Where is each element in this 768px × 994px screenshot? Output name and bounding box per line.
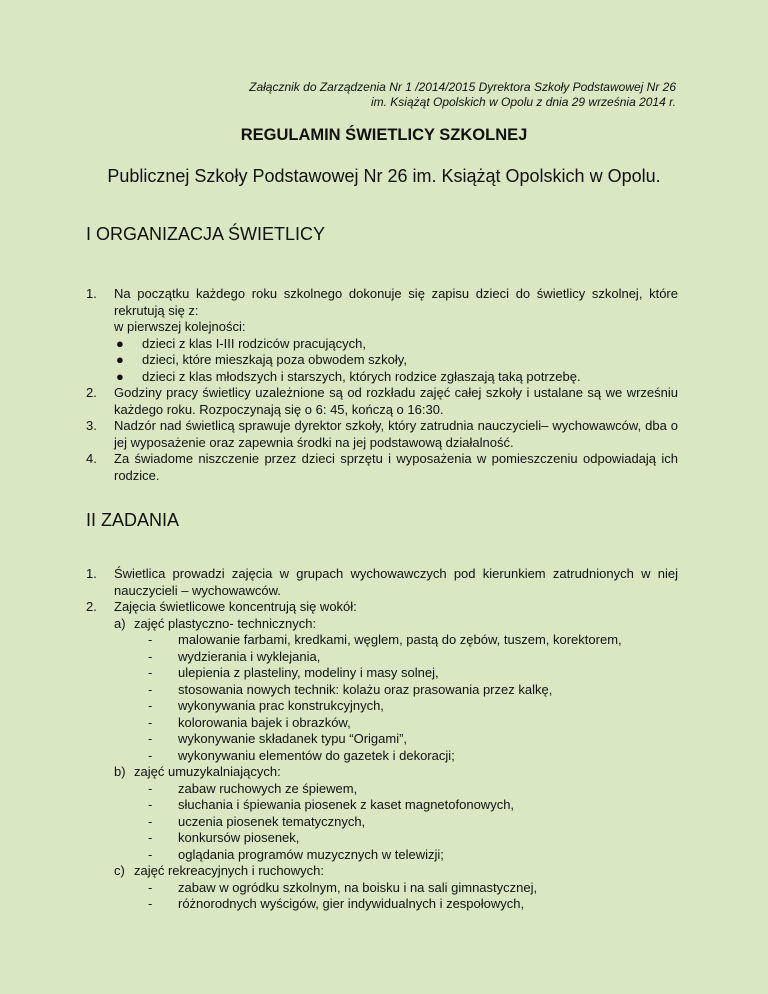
dash-text: oglądania programów muzycznych w telewizji; xyxy=(178,846,444,862)
dash-item xyxy=(86,830,678,847)
dash-text: wydzierania i wyklejania, xyxy=(178,648,321,664)
dash-item xyxy=(86,665,678,682)
subitem-letter: a) xyxy=(114,615,126,631)
item-text: Na początku każdego roku szkolnego dokonuje się zapisu dzieci do świetlicy szkolnej, które rekrutują się z: xyxy=(114,286,678,318)
bullet-text: dzieci z klas I-III rodziców pracujących, xyxy=(142,335,366,351)
document-subtitle: Publicznej Szkoły Podstawowej Nr 26 im. Książąt Opolskich w Opolu. xyxy=(107,166,661,186)
bullet-icon: ● xyxy=(116,335,124,351)
dash-item xyxy=(86,896,678,913)
dash-text: słuchania i śpiewania piosenek z kaset magnetofonowych, xyxy=(178,797,515,812)
dash-mark: - xyxy=(148,747,153,763)
document-title: REGULAMIN ŚWIETLICY SZKOLNEJ xyxy=(240,126,528,144)
section-1-item-4 xyxy=(86,451,678,484)
dash-mark: - xyxy=(148,714,153,730)
subitem-text: zajęć plastyczno- technicznych: xyxy=(134,615,317,631)
dash-text: malowanie farbami, kredkami, węglem, pastą do zębów, tuszem, korektorem, xyxy=(178,632,622,647)
subitem-letter: c) xyxy=(114,863,125,878)
dash-item xyxy=(86,847,678,864)
section-2-list xyxy=(86,566,678,913)
dash-text: zabaw ruchowych ze śpiewem, xyxy=(178,780,358,796)
dash-mark: - xyxy=(148,681,153,697)
dash-text: wykonywaniu elementów do gazetek i dekoracji; xyxy=(178,747,455,763)
dash-text: stosowania nowych technik: kolażu oraz prasowania przez kalkę, xyxy=(178,681,553,697)
item-text: Zajęcia świetlicowe koncentrują się wokół: xyxy=(114,599,357,614)
dash-item xyxy=(86,698,678,715)
dash-item xyxy=(86,632,678,649)
annex-line-2: im. Książąt Opolskich w Opolu z dnia 29 września 2014 r. xyxy=(370,95,676,109)
dash-item xyxy=(86,731,678,748)
dash-mark: - xyxy=(148,632,153,647)
bullet-icon: ● xyxy=(116,368,124,384)
dash-item xyxy=(86,682,678,699)
dash-item xyxy=(86,880,678,897)
dash-item xyxy=(86,814,678,831)
bullet-icon: ● xyxy=(116,352,124,367)
bullet-text: dzieci z klas młodszych i starszych, których rodzice zgłaszają taką potrzebę. xyxy=(142,368,581,384)
dash-item xyxy=(86,748,678,765)
item-subline: w pierwszej kolejności: xyxy=(114,319,246,334)
dash-mark: - xyxy=(148,648,153,664)
subitem-text: zajęć rekreacyjnych i ruchowych: xyxy=(134,863,325,878)
dash-item xyxy=(86,781,678,798)
section-1-item-3 xyxy=(86,418,678,451)
dash-text: uczenia piosenek tematycznych, xyxy=(178,813,366,829)
item-number: 1. xyxy=(86,566,97,581)
dash-text: kolorowania bajek i obrazków, xyxy=(178,714,351,730)
subitem-b xyxy=(86,764,678,781)
dash-mark: - xyxy=(148,665,153,680)
dash-mark: - xyxy=(148,813,153,829)
item-number: 1. xyxy=(86,286,97,301)
dash-text: wykonywania prac konstrukcyjnych, xyxy=(178,698,384,713)
item-number: 2. xyxy=(86,599,97,614)
item-number: 2. xyxy=(86,385,97,400)
item-text: Za świadome niszczenie przez dzieci sprzętu i wyposażenia w pomieszczeniu odpowiadają ich rodzice. xyxy=(114,451,678,483)
dash-mark: - xyxy=(148,797,153,812)
subitem-a xyxy=(86,616,678,633)
section-1-heading: I ORGANIZACJA ŚWIETLICY xyxy=(86,224,326,244)
dash-mark: - xyxy=(148,830,153,845)
subitem-text: zajęć umuzykalniających: xyxy=(134,764,281,779)
section-1-list xyxy=(86,286,678,484)
dash-text: ulepienia z plasteliny, modeliny i masy solnej, xyxy=(178,665,439,680)
dash-text: konkursów piosenek, xyxy=(178,830,300,845)
annex-note xyxy=(116,80,676,110)
section-1-item-2 xyxy=(86,385,678,418)
item-number: 3. xyxy=(86,418,97,433)
item-text: Godziny pracy świetlicy uzależnione są od rozkładu zajęć całej szkoły i ustalane są we wrześniu każdego roku. Rozpoczynają się o 6: 45, kończą o 16:30. xyxy=(114,385,678,417)
dash-text: różnorodnych wyścigów, gier indywidualnych i zespołowych, xyxy=(178,896,525,911)
dash-item xyxy=(86,649,678,666)
dash-text: zabaw w ogródku szkolnym, na boisku i na sali gimnastycznej, xyxy=(178,879,538,895)
bullet-item xyxy=(114,369,678,386)
dash-mark: - xyxy=(148,846,153,862)
item-text: Nadzór nad świetlicą sprawuje dyrektor szkoły, który zatrudnia nauczycieli– wychowawców, dba o jej wyposażenie oraz zapewnia środki na jej podstawową działalność. xyxy=(114,418,678,450)
dash-item xyxy=(86,797,678,814)
subitem-c xyxy=(86,863,678,880)
bullet-item xyxy=(114,352,678,369)
bullet-item xyxy=(114,336,678,353)
section-1-item-1 xyxy=(86,286,678,385)
dash-mark: - xyxy=(148,780,153,796)
dash-mark: - xyxy=(148,731,153,746)
section-2-item-1 xyxy=(86,566,678,599)
dash-item xyxy=(86,715,678,732)
subitem-letter: b) xyxy=(114,764,126,779)
annex-line-1: Załącznik do Zarządzenia Nr 1 /2014/2015 Dyrektora Szkoły Podstawowej Nr 26 xyxy=(249,80,676,94)
item-text: Świetlica prowadzi zajęcia w grupach wychowawczych pod kierunkiem zatrudnionych w niej nauczycieli – wychowawców. xyxy=(114,566,678,598)
section-2-heading: II ZADANIA xyxy=(86,510,180,530)
bullet-text: dzieci, które mieszkają poza obwodem szkoły, xyxy=(142,352,407,367)
item-number: 4. xyxy=(86,451,97,466)
dash-text: wykonywanie składanek typu “Origami”, xyxy=(178,731,408,746)
dash-mark: - xyxy=(148,698,153,713)
dash-mark: - xyxy=(148,879,153,895)
dash-mark: - xyxy=(148,896,153,911)
section-2-item-2 xyxy=(86,599,678,616)
